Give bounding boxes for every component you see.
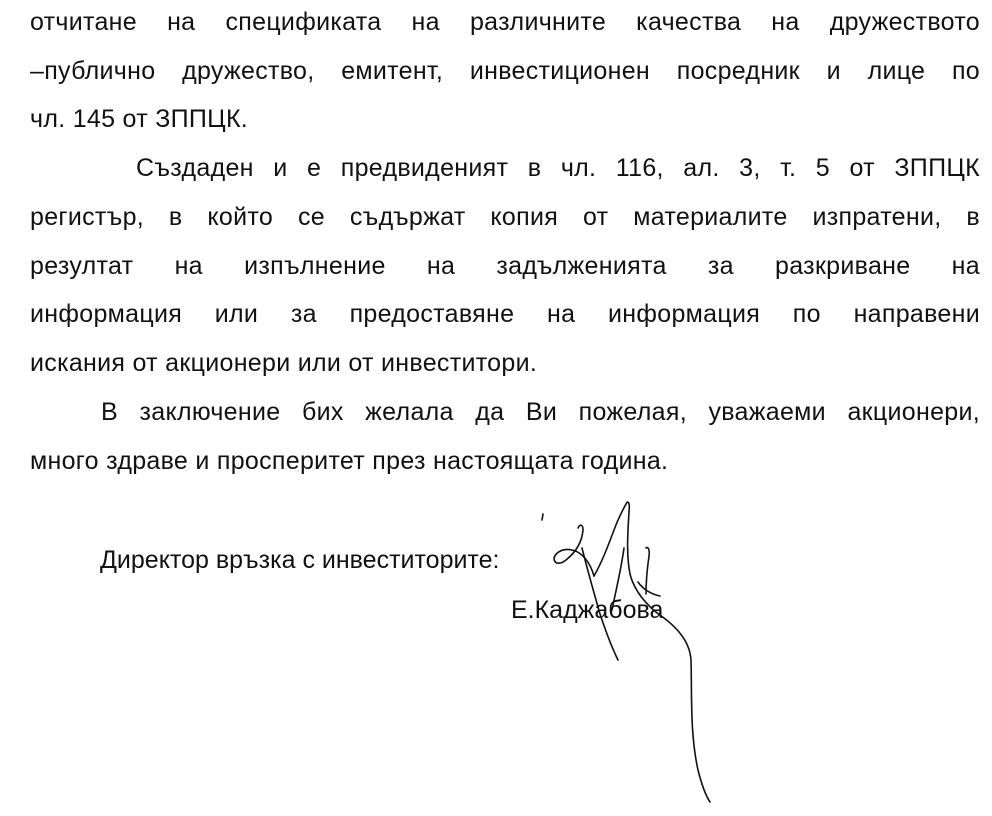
paragraph-1-line-3: чл. 145 от ЗППЦК.	[30, 105, 249, 133]
paragraph-1-line-2: –публично дружество, емитент, инвестиционен посредник и лице по	[30, 57, 980, 85]
handwritten-signature-icon	[520, 490, 740, 810]
paragraph-2-line-3: резултат на изпълнение на задълженията за разкриване на	[30, 252, 980, 280]
paragraph-1-line-1: отчитане на спецификата на различните качества на дружеството	[30, 8, 980, 36]
paragraph-2-line-1: Създаден и е предвиденият в чл. 116, ал. 3, т. 5 от ЗППЦК	[136, 154, 980, 182]
paragraph-3-line-2: много здраве и просперитет през настоящата година.	[30, 447, 669, 475]
paragraph-3-line-1: В заключение бих желала да Ви пожелая, уважаеми акционери,	[101, 398, 980, 426]
paragraph-2-line-5: искания от акционери или от инвеститори.	[30, 349, 538, 377]
signature-name: Е.Каджабова	[511, 596, 664, 624]
paragraph-2-line-4: информация или за предоставяне на информация по направени	[30, 300, 980, 328]
paragraph-2-line-2: регистър, в който се съдържат копия от материалите изпратени, в	[30, 203, 980, 231]
signature-title: Директор връзка с инвеститорите:	[100, 546, 500, 574]
